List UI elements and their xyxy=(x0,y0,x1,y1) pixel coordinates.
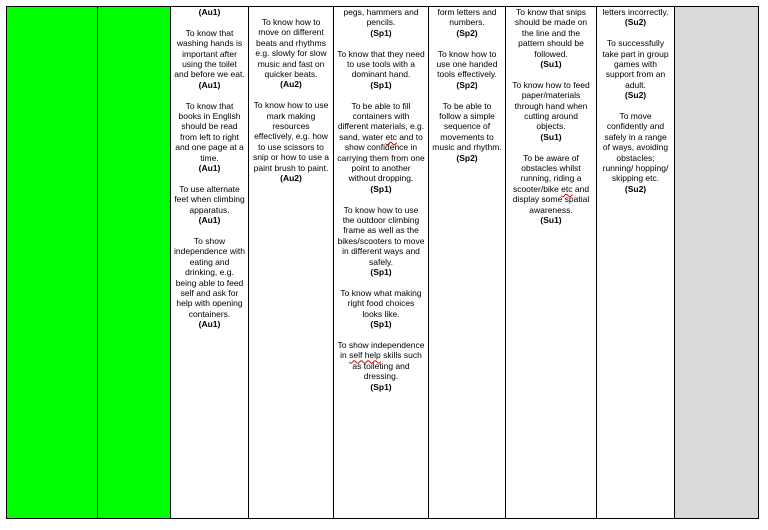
objective-item xyxy=(432,101,502,163)
objective-text: skills such as toileting and dressing. xyxy=(352,350,422,382)
objective-code: (Su2) xyxy=(624,183,647,194)
objective-text: To successfully take part in group games with support from an adult. xyxy=(602,38,669,90)
objective-item xyxy=(600,7,671,28)
objective-text: form letters and numbers. xyxy=(437,7,497,28)
objective-code: (Sp1) xyxy=(370,267,392,278)
objective-code: (Sp1) xyxy=(370,27,392,38)
objective-text: To know how to use the outdoor climbing frame as well as the bikes/scooters to move in different ways and safely. xyxy=(337,204,425,267)
table-cell-spring1 xyxy=(334,7,429,519)
objective-code: (Sp1) xyxy=(370,183,392,194)
objective-item xyxy=(509,153,593,226)
objective-item xyxy=(432,7,502,38)
objective-text: To know how to use mark making resources effectively, e.g. how to use scissors to snip or how to use a paint brush to paint. xyxy=(252,100,330,173)
objective-code: (Sp1) xyxy=(370,79,392,90)
objective-code: (Au1) xyxy=(198,79,221,90)
objective-code: (Su2) xyxy=(624,90,647,101)
objective-item xyxy=(509,7,593,69)
objective-item xyxy=(600,111,671,194)
objective-code: (Au1) xyxy=(198,7,221,17)
curriculum-table xyxy=(6,6,759,519)
objective-text: To be aware of obstacles whilst running, riding a scooter/bike xyxy=(512,152,582,194)
objective-item xyxy=(174,101,245,174)
objective-code: (Su1) xyxy=(540,59,562,70)
objective-text: To show independence with eating and drinking, e.g. being able to feed self and ask for help with opening containers. xyxy=(174,235,245,319)
green-column-2 xyxy=(98,7,171,519)
objective-code: (Sp1) xyxy=(370,381,392,392)
objective-item xyxy=(337,101,425,195)
objective-text: To use alternate feet when climbing apparatus. xyxy=(174,183,245,215)
objective-text: To be able to fill containers with different materials, e.g. sand, water xyxy=(337,100,425,142)
objective-text: To be able to follow a simple sequence of movements to music and rhythm. xyxy=(432,100,502,153)
objective-text: To show independence in xyxy=(337,339,425,361)
objective-item xyxy=(600,38,671,100)
objective-item xyxy=(174,184,245,226)
objective-code: (Au1) xyxy=(198,319,221,330)
objective-item xyxy=(252,17,330,90)
objective-code: (Sp1) xyxy=(370,319,392,330)
objective-code: (Au1) xyxy=(198,163,221,174)
objective-item xyxy=(337,288,425,330)
objective-item xyxy=(337,340,425,392)
objective-text: To know that books in English should be read from left to right and one page at a time. xyxy=(175,100,244,163)
spellcheck-word: etc xyxy=(385,131,397,142)
objective-item xyxy=(432,49,502,91)
objective-text: and to show confidence in carrying them from one point to another without dropping. xyxy=(337,131,425,184)
objective-item xyxy=(337,205,425,278)
objective-item xyxy=(174,28,245,90)
objective-code: (Su1) xyxy=(540,215,562,226)
objective-text: letters incorrectly. xyxy=(602,7,669,17)
table-cell-autumn1 xyxy=(171,7,249,519)
objective-item xyxy=(337,7,425,38)
grey-column xyxy=(675,7,759,519)
objective-code: (Su1) xyxy=(540,131,562,142)
objective-item xyxy=(337,49,425,91)
objective-code: (Sp2) xyxy=(456,27,478,38)
table-row xyxy=(7,7,759,519)
objective-text: To know how to use one handed tools effectively. xyxy=(436,48,498,80)
objective-code: (Sp2) xyxy=(456,79,478,90)
objective-item xyxy=(252,100,330,183)
table-cell-summer1 xyxy=(506,7,597,519)
objective-text: To move confidently and safely in a range of ways, avoiding obstacles; running/ hopping/ skipping etc. xyxy=(602,111,669,184)
objective-code: (Au1) xyxy=(198,215,221,226)
objective-code: (Au2) xyxy=(280,173,302,184)
objective-text: To know that they need to use tools with a dominant hand. xyxy=(337,48,425,80)
objective-item xyxy=(509,80,593,142)
table-cell-summer2 xyxy=(597,7,675,519)
objective-text: and display some spatial awareness. xyxy=(512,183,590,215)
objective-item xyxy=(174,236,245,330)
objective-code: (Au2) xyxy=(280,79,302,90)
objective-code: (Sp2) xyxy=(456,152,478,163)
objective-text: To know that washing hands is important after using the toilet and before we eat. xyxy=(174,27,245,80)
objective-code: (Su2) xyxy=(624,17,647,28)
objective-text: To know how to feed paper/materials through hand when cutting around objects. xyxy=(512,79,590,132)
table-cell-spring2 xyxy=(429,7,506,519)
spellcheck-word: etc xyxy=(561,183,573,194)
green-column-1 xyxy=(7,7,98,519)
table-cell-autumn2 xyxy=(249,7,334,519)
spellcheck-word: self help xyxy=(349,350,381,361)
objective-text: To know how to move on different beats and rhythms e.g. slowly for slow music and fast on quicker beats. xyxy=(255,17,327,80)
objective-text: pegs, hammers and pencils. xyxy=(343,7,419,28)
objective-text: To know that snips should be made on the line and the pattern should be followed. xyxy=(514,7,588,59)
objective-text: To know what making right food choices looks like. xyxy=(340,287,422,319)
